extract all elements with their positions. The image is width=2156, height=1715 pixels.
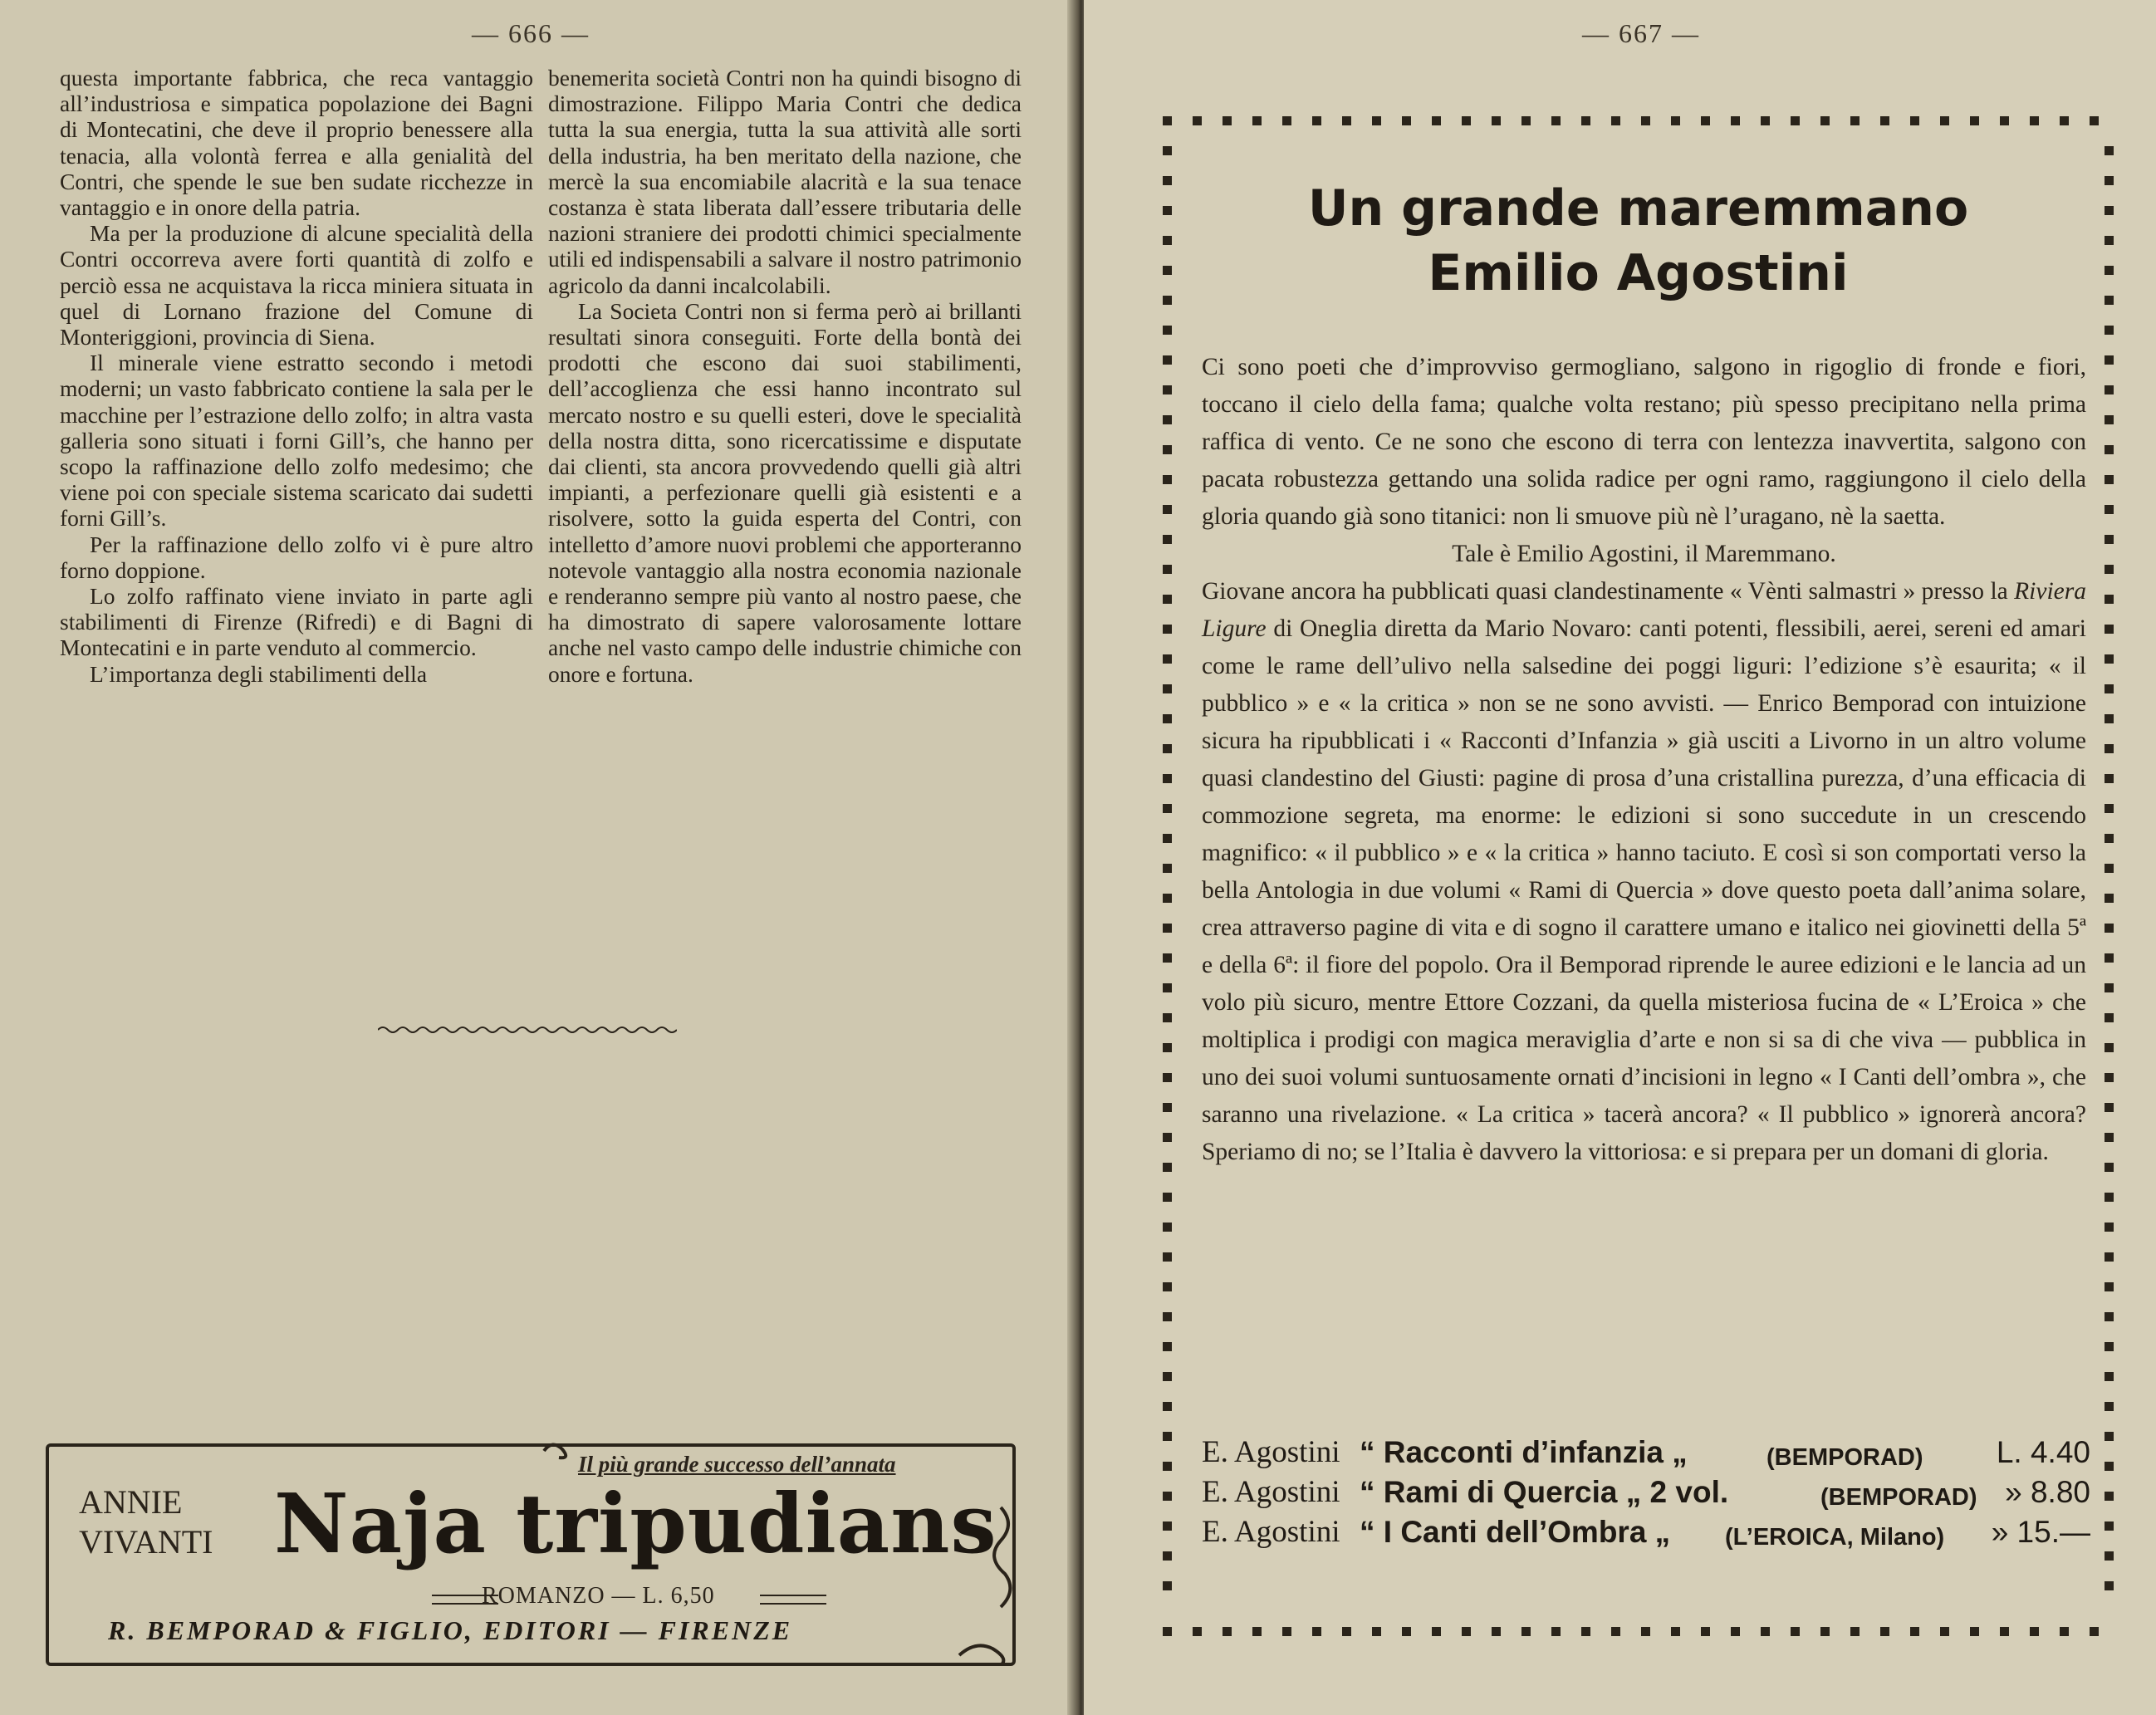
frame-dot <box>1163 894 1172 903</box>
frame-dot <box>1342 1627 1351 1636</box>
frame-dot <box>1910 116 1919 125</box>
frame-dot <box>1701 1627 1710 1636</box>
frame-dot <box>2105 1282 2114 1291</box>
frame-dot <box>2105 535 2114 544</box>
frame-dot <box>1850 1627 1860 1636</box>
frame-dot <box>2105 1252 2114 1262</box>
frame-dot <box>2105 1193 2114 1202</box>
frame-dot <box>1432 1627 1441 1636</box>
book-list <box>1202 1433 2090 1552</box>
paragraph: benemerita società Contri non ha quindi bisogno di dimostrazione. Filippo Maria Contri che dedica tutta la sua energia, tutta la sua attività alle sorti della industria, ha ben meritato della nazione, che mercè la sua encomiabile alacrità e la sua tenace costanza è stata liberata dall’essere tributaria delle nazioni straniere dei prodotti chimici specialmente utili ed indispensabili a salvare il nostro patrimonio agricolo da danni incalcolabili. <box>548 65 1022 298</box>
frame-dot <box>1252 1627 1262 1636</box>
frame-dot <box>1163 1581 1172 1590</box>
title-line: Emilio Agostini <box>1428 244 1849 302</box>
frame-dot <box>1611 1627 1620 1636</box>
frame-dot <box>1163 1252 1172 1262</box>
frame-dot <box>2105 595 2114 604</box>
frame-dot <box>1163 1193 1172 1202</box>
frame-dot <box>1521 116 1531 125</box>
ad-author: ANNIE VIVANTI <box>79 1483 213 1561</box>
paragraph: Tale è Emilio Agostini, il Maremmano. <box>1452 541 1836 567</box>
book-publisher: (BEMPORAD) <box>1820 1484 1977 1511</box>
paragraph: L’importanza degli stabilimenti della <box>90 660 428 687</box>
frame-dot <box>1163 684 1172 693</box>
frame-dot <box>1163 1342 1172 1351</box>
frame-dot <box>1850 116 1860 125</box>
left-page <box>0 0 1076 1715</box>
book-row <box>1202 1512 2090 1552</box>
frame-dot <box>2105 1312 2114 1321</box>
frame-dot <box>2105 565 2114 574</box>
book-price: L. 4.40 <box>1996 1435 2090 1469</box>
paragraph: questa importante fabbrica, che reca vantaggio all’industriosa e simpatica popolazione dei Bagni di Montecatini, che deve il proprio benessere alla tenacia, alla volontà ferrea e alla genialità del Contri, che spende le sue ben sudate ricchezze in vantaggio e in onore della patria. <box>60 65 533 221</box>
frame-dot <box>2105 834 2114 843</box>
frame-dot <box>2105 1402 2114 1411</box>
frame-dot <box>1163 116 1172 125</box>
frame-dot <box>1402 1627 1411 1636</box>
frame-dot <box>1163 1282 1172 1291</box>
frame-dot <box>2105 1372 2114 1381</box>
frame-dot <box>1163 1492 1172 1501</box>
right-page <box>1084 0 2156 1715</box>
frame-dot <box>1282 1627 1291 1636</box>
frame-dot <box>1163 1402 1172 1411</box>
frame-dot <box>1761 116 1770 125</box>
book-title: “ I Canti dell’Ombra „ <box>1360 1515 1671 1549</box>
frame-dot <box>1193 1627 1202 1636</box>
frame-dot <box>1671 116 1680 125</box>
frame-dot <box>2105 1073 2114 1082</box>
frame-dot <box>1163 804 1172 813</box>
frame-dot <box>1223 1627 1232 1636</box>
frame-dot <box>2105 1043 2114 1052</box>
frame-dot <box>2105 415 2114 424</box>
frame-dot <box>1163 834 1172 843</box>
frame-dot <box>1791 1627 1800 1636</box>
paragraph: Lo zolfo raffinato viene inviato in parte agli stabilimenti di Firenze (Rifredi) e di Bagni di Montecatini e in parte venduto al commercio. <box>60 583 533 661</box>
frame-dot <box>1731 116 1740 125</box>
frame-dot <box>1163 326 1172 335</box>
frame-dot <box>1940 1627 1949 1636</box>
frame-dot <box>1163 445 1172 454</box>
ad-publisher: R. BEMPORAD & FIGLIO, EDITORI — FIRENZE <box>108 1615 793 1645</box>
frame-dot <box>1163 1521 1172 1531</box>
frame-dot <box>1402 116 1411 125</box>
frame-dot <box>1223 116 1232 125</box>
article-title <box>1163 176 2114 306</box>
frame-dot <box>1701 116 1710 125</box>
frame-dot <box>1731 1627 1740 1636</box>
book-row <box>1202 1472 2090 1512</box>
frame-dot <box>1163 595 1172 604</box>
text-run: di Oneglia diretta da Mario Novaro: canti potenti, flessibili, aerei, sereni ed amari come le rame dell’ulivo nella salsedine dei poggi liguri: l’edizione s’è esaurita; « il pubblico » e « la critica » non se ne sono avvisti. — Enrico Bemporad con intuizione sicura ha ripubblicati i « Racconti d’Infanzia » già usciti a Livorno in un altro volume quasi clandestino del Giusti: pagine di prosa d’una cristallina purezza, d’una efficacia di commozione segreta, ma enorme: le edizioni si sono succedute in un crescendo magnifico: « il pubblico » e « la critica » hanno taciuto. E così si son comportati verso la bella Antologia in due volumi « Rami di Quercia » dove questo poeta dall’anima solare, crea attraverso pagine di vita e di sogno il carattere umano e italico nei giovinetti della 5ª e della 6ª: il fiore del popolo. Ora il Bemporad riprende le auree edizioni e le lancia ad un volo più sicuro, mentre Ettore Cozzani, da quella misteriosa fucina de « L’Eroica » che moltiplica i prodigi con magica meraviglia d’arte e non si sa di che viva — pubblica in uno dei suoi volumi suntuosamente ornati d’incisioni in legno « I Canti dell’ombra », che saranno una rivelazione. « La critica » tacerà ancora? « Il pubblico » ignorerà ancora? Speriamo di no; se l’Italia è davvero la vittoriosa: e si prepara per un domani di gloria. <box>1202 615 2086 1165</box>
page-number: — 666 — <box>472 18 590 48</box>
frame-dot <box>1163 1163 1172 1172</box>
frame-dot <box>1163 475 1172 484</box>
frame-dot <box>2105 1133 2114 1142</box>
frame-dot <box>2105 385 2114 394</box>
book-title: “ Rami di Quercia „ 2 vol. <box>1360 1475 1729 1509</box>
frame-dot <box>1641 1627 1650 1636</box>
frame-dot <box>2105 1103 2114 1112</box>
frame-dot <box>2105 1581 2114 1590</box>
frame-dot <box>1462 116 1471 125</box>
frame-dot <box>2105 475 2114 484</box>
book-title: “ Racconti d’infanzia „ <box>1360 1435 1688 1469</box>
frame-dot <box>2105 684 2114 693</box>
ad-rule <box>760 1595 826 1605</box>
frame-dot <box>2105 1013 2114 1022</box>
frame-dot <box>1372 1627 1381 1636</box>
frame-dot <box>2030 1627 2039 1636</box>
frame-dot <box>1163 1013 1172 1022</box>
frame-dot <box>2105 625 2114 634</box>
ad-book-title: Naja tripudians <box>274 1477 997 1572</box>
frame-dot <box>2000 116 2009 125</box>
frame-dot <box>1163 1462 1172 1471</box>
frame-dot <box>2105 445 2114 454</box>
section-divider <box>378 1022 677 1038</box>
frame-dot <box>1163 1432 1172 1441</box>
frame-dot <box>2105 1223 2114 1232</box>
frame-dot <box>1432 116 1441 125</box>
frame-dot <box>2105 1163 2114 1172</box>
book-publisher: (L’EROICA, Milano) <box>1725 1524 1945 1551</box>
frame-dot <box>1163 1627 1172 1636</box>
frame-dot <box>1163 744 1172 753</box>
frame-dot <box>1282 116 1291 125</box>
frame-dot <box>1163 565 1172 574</box>
frame-dot <box>1163 1073 1172 1082</box>
text-run: Giovane ancora ha pubblicati quasi clandestinamente « Vènti salmastri » presso la <box>1202 578 2015 605</box>
frame-dot <box>1193 116 1202 125</box>
book-author: E. Agostini <box>1202 1435 1340 1469</box>
frame-dot <box>1163 983 1172 992</box>
frame-dot <box>1163 1043 1172 1052</box>
frame-dot <box>1940 116 1949 125</box>
frame-dot <box>1312 1627 1321 1636</box>
frame-dot <box>2030 116 2039 125</box>
frame-dot <box>2105 953 2114 963</box>
frame-dot <box>2105 894 2114 903</box>
frame-dot <box>1163 1551 1172 1561</box>
paragraph: Per la raffinazione dello zolfo vi è pure altro forno doppione. <box>60 531 533 583</box>
frame-dot <box>1163 864 1172 873</box>
frame-dot <box>1880 1627 1889 1636</box>
frame-dot <box>1611 116 1620 125</box>
frame-dot <box>2105 1521 2114 1531</box>
frame-dot <box>1163 385 1172 394</box>
book-price: » 8.80 <box>2005 1475 2090 1509</box>
text-column-left <box>60 65 533 687</box>
frame-dot <box>2105 654 2114 664</box>
frame-dot <box>1462 1627 1471 1636</box>
frame-dot <box>2105 714 2114 723</box>
book-row <box>1202 1433 2090 1472</box>
frame-dot <box>1551 1627 1561 1636</box>
frame-dot <box>1492 116 1501 125</box>
frame-dot <box>1163 415 1172 424</box>
frame-dot <box>1163 505 1172 514</box>
frame-dot <box>1970 1627 1979 1636</box>
frame-dot <box>1820 1627 1830 1636</box>
frame-dot <box>1163 924 1172 933</box>
frame-dot <box>2105 864 2114 873</box>
article-body <box>1202 349 2086 1171</box>
frame-dot <box>1163 1103 1172 1112</box>
frame-dot <box>2105 774 2114 783</box>
page-number: — 667 — <box>1582 18 1700 48</box>
frame-dot <box>2105 983 2114 992</box>
frame-dot <box>2105 1432 2114 1441</box>
frame-dot <box>1163 714 1172 723</box>
frame-dot <box>1163 355 1172 365</box>
frame-dot <box>1163 146 1172 155</box>
paragraph: Ma per la produzione di alcune specialità della Contri occorreva avere forti quantità di zolfo e perciò essa ne acquistava la ricca miniera situata in quel di Lornano frazione del Comune di Monteriggioni, provincia di Siena. <box>60 220 533 350</box>
frame-dot <box>1761 1627 1770 1636</box>
frame-dot <box>2105 1551 2114 1561</box>
frame-dot <box>1880 116 1889 125</box>
book-price: » 15.— <box>1991 1515 2090 1549</box>
frame-dot <box>1671 1627 1680 1636</box>
frame-dot <box>1312 116 1321 125</box>
frame-dot <box>2105 924 2114 933</box>
frame-dot <box>1521 1627 1531 1636</box>
ad-tagline: Il più grande successo dell’annata <box>573 1452 901 1477</box>
frame-dot <box>2105 744 2114 753</box>
frame-dot <box>2105 1492 2114 1501</box>
frame-dot <box>1163 654 1172 664</box>
frame-dot <box>2105 804 2114 813</box>
book-author: E. Agostini <box>1202 1475 1340 1509</box>
ad-price-line: ROMANZO — L. 6,50 <box>482 1583 715 1609</box>
frame-dot <box>2090 116 2099 125</box>
frame-dot <box>1163 625 1172 634</box>
paragraph: La Societa Contri non si ferma però ai brillanti resultati sinora conseguiti. Forte della bontà dei prodotti che escono dai suoi stabilimenti, dell’accoglienza che essi hanno incontrato sul mercato nostro e su quelli esteri, dove le specialità della nostra ditta, sono ricercatissime e disputate dai clienti, sta ancora provvedendo quelli già altri impianti, a perfezionare quelli già esistenti e a risolvere, sotto la guida esperta del Contri, con intelletto d’amore nuovi problemi che apporteranno notevole vantaggio alla nostra economia nazionale e renderanno sempre più vanto al nostro paese, che ha dimostrato di sapere valorosamente lottare anche nel vasto campo delle industrie chimiche con onore e fortuna. <box>548 297 1022 687</box>
frame-dot <box>1581 1627 1590 1636</box>
frame-dot <box>1910 1627 1919 1636</box>
frame-dot <box>2060 1627 2069 1636</box>
frame-dot <box>2105 355 2114 365</box>
frame-dot <box>2060 116 2069 125</box>
frame-dot <box>1492 1627 1501 1636</box>
frame-dot <box>2105 505 2114 514</box>
frame-dot <box>1372 116 1381 125</box>
paragraph: Ci sono poeti che d’improvviso germogliano, salgono in rigoglio di fronde e fiori, toccano il cielo della fama; qualche volta restano; più spesso precipitano nella prima raffica di vento. Ce ne sono che escono di terra con lentezza inavvertita, salgono con pacata robustezza gettando una solida radice per ogni ramo, raggiungono il cielo della gloria quando già sono titanici: non li smuove più nè l’uragano, nè la saetta. <box>1202 354 2086 530</box>
frame-dot <box>2105 1342 2114 1351</box>
frame-dot <box>1641 116 1650 125</box>
frame-dot <box>2105 1462 2114 1471</box>
frame-dot <box>1163 1312 1172 1321</box>
text-column-right <box>548 65 1022 687</box>
frame-dot <box>1551 116 1561 125</box>
frame-dot <box>1163 1223 1172 1232</box>
book-publisher: (BEMPORAD) <box>1766 1444 1923 1471</box>
frame-dot <box>2105 326 2114 335</box>
frame-dot <box>1820 116 1830 125</box>
book-author: E. Agostini <box>1202 1515 1340 1549</box>
frame-dot <box>1163 1372 1172 1381</box>
journal-name: Riviera Ligure <box>1202 578 2086 642</box>
frame-dot <box>1163 774 1172 783</box>
frame-dot <box>1581 116 1590 125</box>
frame-dot <box>1342 116 1351 125</box>
frame-dot <box>2105 146 2114 155</box>
frame-dot <box>1163 1133 1172 1142</box>
paragraph <box>1202 573 2086 1171</box>
frame-dot <box>1163 953 1172 963</box>
frame-dot <box>1252 116 1262 125</box>
paragraph: Il minerale viene estratto secondo i metodi moderni; un vasto fabbricato contiene la sala per le macchine per l’estrazione dello zolfo; in altra vasta galleria sono situati i forni Gill’s, che hanno per scopo la raffinazione dello zolfo medesimo; che viene poi con speciale sistema scaricato dai sudetti forni Gill’s. <box>60 350 533 532</box>
frame-dot <box>1163 535 1172 544</box>
frame-dot <box>2000 1627 2009 1636</box>
frame-dot <box>1970 116 1979 125</box>
frame-dot <box>2090 1627 2099 1636</box>
title-line: Un grande maremmano <box>1307 179 1969 238</box>
frame-dot <box>1791 116 1800 125</box>
